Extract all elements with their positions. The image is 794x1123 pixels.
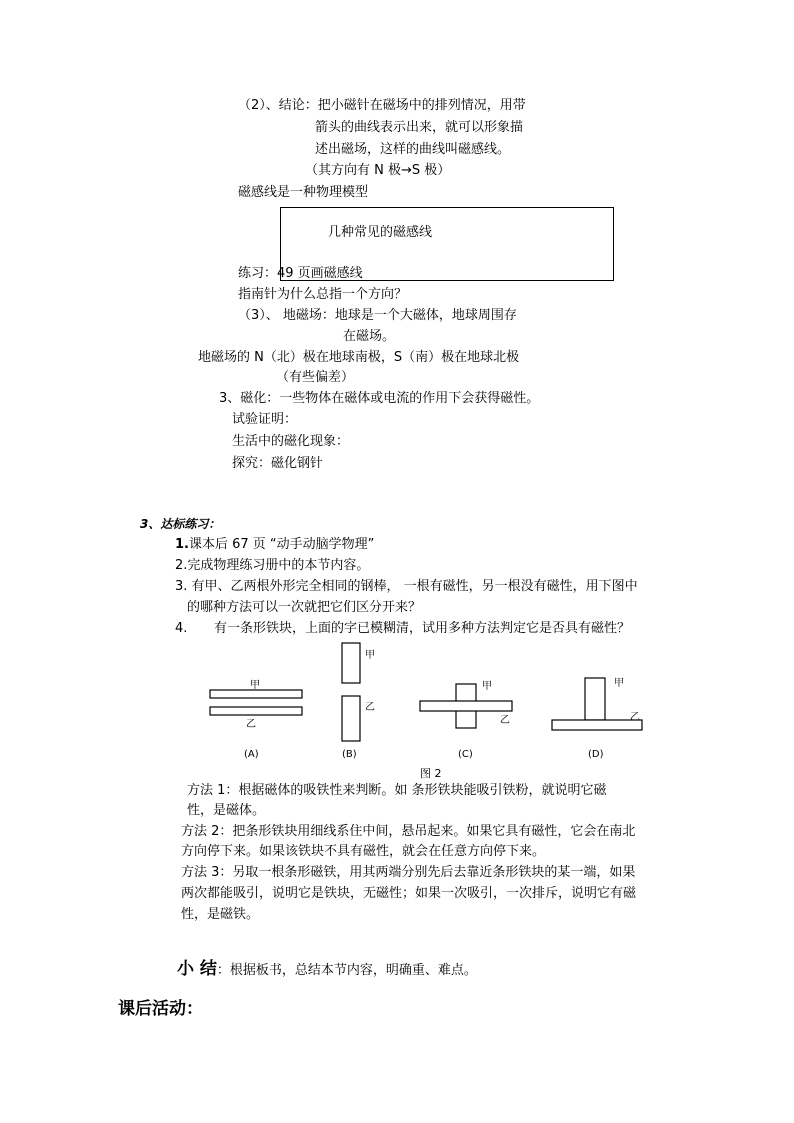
fig-a-label-jia: 甲: [250, 680, 260, 691]
method-2-line-2: 方向停下来。如果该铁块不具有磁性，就会在任意方向停下来。: [181, 844, 546, 859]
fig-d-bar-jia: [585, 678, 605, 720]
summary-line: [177, 958, 477, 982]
method-1-line-1: 方法 1：根据磁体的吸铁性来判断。如 条形铁块能吸引铁粉，就说明它磁: [187, 783, 607, 798]
field-lines-box-title: 几种常见的磁感线: [328, 225, 433, 240]
exercise-item-4-text: 有一条形铁块，上面的字已模糊清，试用多种方法判定它是否具有磁性？: [214, 621, 631, 636]
fig-b-label-yi: 乙: [365, 702, 375, 713]
fig-b-bar-yi: [342, 696, 360, 741]
fig-title: 图 2: [420, 767, 442, 780]
exercise-item-3-line-1: 3. 有甲、乙两根外形完全相同的钢棒， 一根有磁性，另一根没有磁性，用下图中: [175, 579, 638, 594]
summary-label: 小 结: [177, 959, 217, 979]
geomagnetic-poles: 地磁场的 N（北）极在地球南极，S（南）极在地球北极: [198, 350, 520, 365]
exercise-item-1-number: 1.: [175, 537, 189, 552]
compass-question: 指南针为什么总指一个方向？: [238, 287, 408, 302]
conclusion-line-2: 箭头的曲线表示出来，就可以形象描: [315, 120, 524, 135]
method-3-line-1: 方法 3：另取一根条形磁铁，用其两端分别先后去靠近条形铁块的某一端，如果: [181, 865, 636, 880]
fig-b-label-jia: 甲: [365, 650, 375, 661]
fig-caption-a: (A): [244, 749, 259, 760]
conclusion-line-1: （2）、结论：把小磁针在磁场中的排列情况，用带: [238, 98, 526, 113]
exercise-item-4-number: 4.: [175, 621, 188, 636]
magnetization-explore: 探究：磁化钢针: [232, 456, 324, 471]
fig-caption-c: (C): [458, 749, 473, 760]
magnetization-title: 3、磁化：一些物体在磁体或电流的作用下会获得磁性。: [219, 391, 540, 406]
method-1-line-2: 性，是磁体。: [187, 803, 266, 818]
conclusion-line-3: 述出磁场，这样的曲线叫磁感线。: [315, 142, 511, 157]
fig-d-bar-yi: [552, 720, 642, 730]
physics-model-note: 磁感线是一种物理模型: [238, 185, 369, 200]
after-class-heading: 课后活动：: [118, 999, 203, 1019]
fig-c-label-yi: 乙: [500, 715, 510, 726]
fig-a-label-yi: 乙: [246, 719, 256, 730]
exercise-item-2: 2.完成物理练习册中的本节内容。: [175, 558, 370, 573]
exercise-item-1-text: 课本后 67 页 “动手动脑学物理”: [188, 537, 375, 552]
fig-c-bar-yi: [420, 701, 512, 711]
fig-caption-d: (D): [588, 749, 604, 760]
practice-note: 练习：49 页画磁感线: [238, 266, 363, 281]
geomagnetic-deviation: （有些偏差）: [276, 370, 355, 385]
fig-caption-b: (B): [342, 749, 357, 760]
geomagnetic-line-1: （3）、 地磁场：地球是一个大磁体，地球周围存: [238, 308, 517, 323]
fig-d-label-yi: 乙: [630, 712, 640, 723]
fig-a-bar-yi: [210, 707, 302, 715]
exercises-heading: 3、达标练习：: [140, 517, 221, 531]
fig-d-label-jia: 甲: [614, 678, 624, 689]
method-3-line-2: 两次都能吸引，说明它是铁块，无磁性；如果一次吸引，一次排斥，说明它有磁: [181, 886, 637, 901]
fig-a-bar-jia: [210, 690, 302, 698]
method-2-line-1: 方法 2：把条形铁块用细线系住中间，悬吊起来。如果它具有磁性，它会在南北: [181, 824, 636, 839]
magnetization-proof: 试验证明：: [232, 412, 298, 427]
conclusion-direction: （其方向有 N 极→S 极）: [305, 163, 451, 178]
summary-text: ：根据板书，总结本节内容，明确重、难点。: [216, 963, 477, 978]
exercise-item-3-line-2: 的哪种方法可以一次就把它们区分开来？: [187, 600, 422, 615]
method-3-line-3: 性，是磁铁。: [181, 907, 260, 922]
fig-c-label-jia: 甲: [482, 681, 492, 692]
magnetization-life: 生活中的磁化现象：: [232, 434, 350, 449]
geomagnetic-line-2: 在磁场。: [343, 329, 396, 344]
fig-b-bar-jia: [342, 643, 360, 683]
